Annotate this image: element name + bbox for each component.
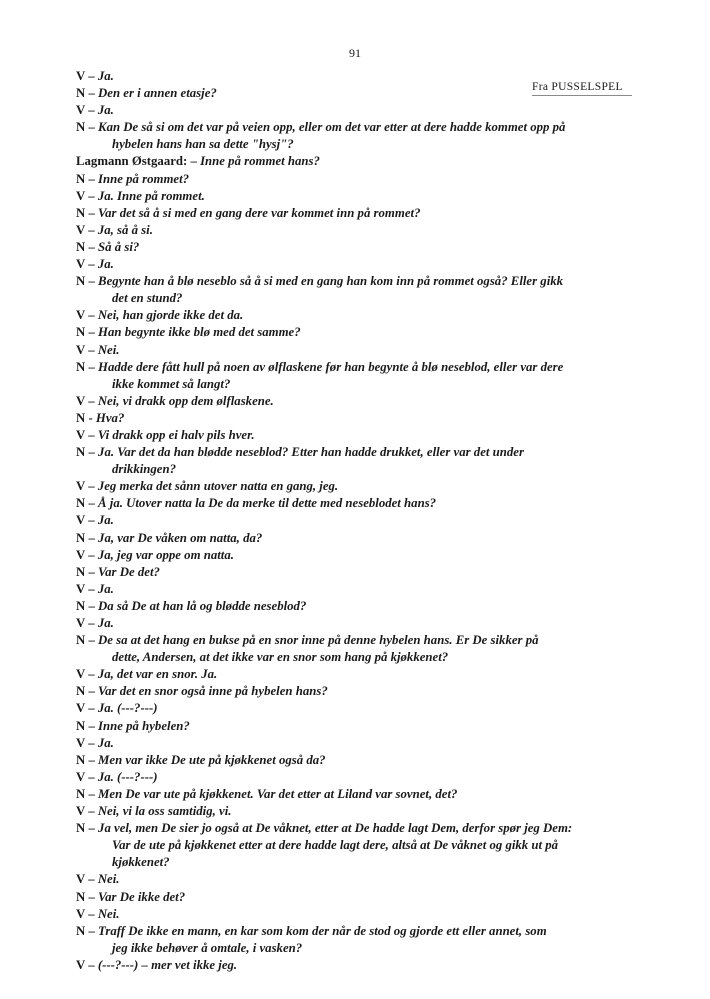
- speaker-label: N: [76, 239, 86, 254]
- transcript-line: [76, 410, 656, 427]
- speaker-separator: –: [85, 257, 98, 272]
- speaker-label: V: [76, 735, 86, 750]
- speaker-separator: –: [85, 479, 98, 494]
- speaker-label: N: [76, 821, 86, 836]
- utterance-text: Da så De at han lå og blødde neseblod?: [98, 598, 307, 613]
- utterance-text: Ja.: [97, 257, 114, 272]
- speaker-separator: –: [85, 342, 98, 357]
- speaker-label: V: [76, 906, 86, 921]
- speaker-separator: –: [85, 581, 98, 596]
- utterance-text: Hva?: [95, 410, 125, 425]
- speaker-separator: –: [85, 171, 99, 186]
- speaker-separator: –: [85, 804, 98, 819]
- speaker-label: N: [76, 718, 86, 733]
- transcript-line: [76, 153, 656, 170]
- speaker-separator: –: [85, 393, 98, 408]
- binder-hole: [0, 370, 17, 394]
- speaker-label: V: [76, 616, 86, 630]
- transcript-line: [76, 803, 656, 820]
- utterance-text: Traff De ikke en mann, en kar som kom der når de stod og gjorde ett eller annet, som: [98, 923, 547, 938]
- speaker-label: N: [76, 684, 86, 699]
- utterance-text: Jeg merka det sånn utover natta en gang, jeg.: [97, 479, 339, 494]
- transcript-line: [76, 273, 656, 307]
- transcript-line: [76, 427, 656, 444]
- transcript-line: [76, 68, 656, 85]
- speaker-separator: –: [85, 598, 99, 613]
- speaker-separator: –: [85, 274, 99, 289]
- transcript-line: [76, 478, 656, 495]
- utterance-text: Ja.: [97, 69, 114, 83]
- speaker-separator: –: [85, 821, 99, 836]
- utterance-text: Hadde dere fått hull på noen av ølflaskene før han begynte å blø neseblod, eller var dere: [98, 359, 564, 374]
- utterance-text: Nei, han gjorde ikke det da.: [97, 308, 244, 323]
- speaker-label: N: [76, 325, 86, 340]
- utterance-text: Kan De så si om det var på veien opp, eller om det var etter at dere hadde kommet opp på: [98, 120, 566, 135]
- speaker-label: V: [76, 667, 86, 682]
- utterance-text: Nei.: [97, 342, 120, 357]
- utterance-text: Ja, jeg var oppe om natta.: [97, 547, 234, 562]
- utterance-text: Vi drakk opp ei halv pils hver.: [97, 427, 255, 442]
- speaker-label: N: [76, 752, 86, 767]
- speaker-separator: –: [85, 69, 98, 83]
- speaker-separator: –: [85, 735, 98, 750]
- speaker-separator: –: [85, 86, 99, 101]
- transcript-line: [76, 324, 656, 341]
- utterance-text: Den er i annen etasje?: [98, 86, 217, 101]
- speaker-label: N: [76, 171, 86, 186]
- transcript-line: [76, 256, 656, 273]
- transcript-line: [76, 906, 656, 923]
- utterance-text: Var det så å si med en gang dere var kommet inn på rommet?: [98, 205, 421, 220]
- speaker-label: V: [76, 257, 86, 272]
- transcript-line: [76, 581, 656, 598]
- utterance-text: Ja.: [97, 513, 114, 528]
- speaker-label: V: [76, 769, 86, 784]
- speaker-separator: –: [85, 513, 98, 528]
- utterance-text: Inne på hybelen?: [98, 718, 190, 733]
- transcript-line: [76, 598, 656, 615]
- speaker-separator: –: [85, 222, 98, 237]
- speaker-separator: –: [85, 957, 98, 972]
- transcript-line: [76, 530, 656, 547]
- utterance-text: De sa at det hang en bukse på en snor inne på denne hybelen hans. Er De sikker på: [98, 633, 539, 648]
- transcript-line: [76, 239, 656, 256]
- speaker-separator: –: [85, 889, 99, 904]
- transcript-line: [76, 923, 656, 957]
- utterance-text: Han begynte ikke blø med det samme?: [98, 325, 301, 340]
- transcript-line: [76, 547, 656, 564]
- speaker-label: N: [76, 923, 86, 938]
- speaker-label: V: [76, 222, 86, 237]
- binder-hole: [0, 682, 17, 706]
- speaker-separator: –: [85, 872, 98, 887]
- utterance-text: Ja. Inne på rommet.: [97, 188, 205, 203]
- utterance-continuation: det en stund?: [112, 291, 183, 306]
- speaker-label: N: [76, 410, 86, 425]
- utterance-continuation: jeg ikke behøver å omtale, i vasken?: [112, 940, 303, 955]
- speaker-label: N: [76, 445, 86, 460]
- speaker-label: V: [76, 701, 86, 716]
- utterance-text: Inne på rommet?: [98, 171, 190, 186]
- utterance-text: Inne på rommet hans?: [200, 154, 320, 169]
- speaker-label: V: [76, 393, 86, 408]
- speaker-label: V: [76, 103, 86, 118]
- speaker-separator: –: [85, 616, 98, 630]
- speaker-separator: –: [85, 701, 98, 716]
- transcript-line: [76, 342, 656, 359]
- speaker-label: N: [76, 86, 86, 101]
- speaker-label: V: [76, 581, 86, 596]
- transcript-line: [76, 889, 656, 906]
- transcript-line: [76, 615, 656, 632]
- speaker-label: V: [76, 427, 86, 442]
- speaker-separator: –: [85, 205, 99, 220]
- speaker-separator: –: [85, 445, 99, 460]
- utterance-text: Var De ikke det?: [98, 889, 186, 904]
- speaker-label: V: [76, 308, 86, 323]
- transcript-line: [76, 564, 656, 581]
- speaker-separator: –: [187, 154, 201, 169]
- speaker-label: N: [76, 205, 86, 220]
- transcript-line: [76, 769, 656, 786]
- transcript-line: [76, 171, 656, 188]
- utterance-text: Ja. (---?---): [97, 701, 158, 716]
- speaker-label: Lagmann Østgaard:: [76, 154, 188, 169]
- speaker-label: V: [76, 188, 86, 203]
- speaker-label: N: [76, 359, 86, 374]
- transcript-line: [76, 307, 656, 324]
- transcript: [76, 68, 656, 974]
- utterance-continuation: dette, Andersen, at det ikke var en snor som hang på kjøkkenet?: [112, 650, 449, 665]
- utterance-text: Nei, vi la oss samtidig, vi.: [97, 804, 232, 819]
- speaker-separator: –: [85, 752, 99, 767]
- speaker-label: N: [76, 530, 86, 545]
- speaker-separator: –: [85, 769, 98, 784]
- utterance-text: Å ja. Utover natta la De da merke til dette med neseblodet hans?: [98, 496, 437, 511]
- utterance-text: Begynte han å blø neseblo så å si med en gang han kom inn på rommet også? Eller gikk: [98, 274, 564, 289]
- transcript-line: [76, 700, 656, 717]
- speaker-separator: –: [85, 239, 99, 254]
- speaker-label: V: [76, 342, 86, 357]
- transcript-line: [76, 205, 656, 222]
- speaker-separator: –: [85, 103, 98, 118]
- speaker-separator: –: [85, 786, 99, 801]
- utterance-text: Ja.: [97, 103, 114, 118]
- transcript-line: [76, 119, 656, 153]
- speaker-label: N: [76, 564, 86, 579]
- utterance-text: Så å si?: [98, 239, 140, 254]
- speaker-label: N: [76, 496, 86, 511]
- binder-hole: [0, 300, 17, 324]
- transcript-line: [76, 871, 656, 888]
- transcript-line: [76, 718, 656, 735]
- speaker-separator: –: [85, 359, 99, 374]
- transcript-line: [76, 393, 656, 410]
- speaker-label: V: [76, 513, 86, 528]
- speaker-separator: –: [85, 120, 99, 135]
- utterance-text: Ja, var De våken om natta, da?: [98, 530, 263, 545]
- speaker-label: V: [76, 957, 86, 972]
- speaker-separator: –: [85, 427, 98, 442]
- transcript-line: [76, 495, 656, 512]
- utterance-continuation: drikkingen?: [112, 462, 176, 477]
- source-label: Fra PUSSELSPEL: [532, 81, 623, 93]
- speaker-separator: –: [85, 308, 98, 323]
- speaker-label: N: [76, 274, 86, 289]
- speaker-separator: –: [85, 547, 98, 562]
- utterance-text: Nei.: [97, 872, 120, 887]
- utterance-text: Var De det?: [98, 564, 160, 579]
- utterance-continuation: hybelen hans han sa dette "hysj"?: [112, 137, 294, 152]
- utterance-continuation: kjøkkenet?: [112, 855, 170, 870]
- utterance-text: Men De var ute på kjøkkenet. Var det etter at Liland var sovnet, det?: [98, 786, 458, 801]
- speaker-separator: –: [85, 667, 98, 682]
- speaker-separator: –: [85, 564, 99, 579]
- speaker-label: V: [76, 804, 86, 819]
- utterance-text: Men var ikke De ute på kjøkkenet også da?: [98, 752, 326, 767]
- speaker-label: V: [76, 479, 86, 494]
- speaker-separator: –: [85, 906, 98, 921]
- transcript-line: [76, 444, 656, 478]
- transcript-line: [76, 102, 656, 119]
- speaker-separator: –: [85, 530, 99, 545]
- transcript-line: [76, 820, 656, 871]
- utterance-text: Var det en snor også inne på hybelen hans?: [98, 684, 328, 699]
- speaker-label: N: [76, 633, 86, 648]
- transcript-line: [76, 957, 656, 974]
- speaker-separator: –: [85, 718, 99, 733]
- binder-hole: [0, 612, 17, 636]
- speaker-separator: –: [85, 188, 98, 203]
- speaker-label: N: [76, 786, 86, 801]
- speaker-separator: –: [85, 684, 99, 699]
- speaker-separator: -: [85, 410, 96, 425]
- transcript-line: [76, 359, 656, 393]
- transcript-line: [76, 632, 656, 666]
- transcript-line: [76, 752, 656, 769]
- speaker-separator: –: [85, 325, 99, 340]
- speaker-label: N: [76, 120, 86, 135]
- utterance-text: (---?---) – mer vet ikke jeg.: [97, 957, 238, 972]
- utterance-continuation: Var de ute på kjøkkenet etter at dere hadde lagt dere, altså at De våknet og gikk ut på: [112, 838, 559, 853]
- transcript-line: [76, 512, 656, 529]
- speaker-label: N: [76, 598, 86, 613]
- transcript-line: [76, 683, 656, 700]
- utterance-text: Ja vel, men De sier jo også at De våknet, etter at De hadde lagt Dem, derfor spør jeg Dem:: [98, 821, 573, 836]
- page-number: 91: [349, 46, 361, 60]
- utterance-text: Nei.: [97, 906, 120, 921]
- utterance-text: Ja, det var en snor. Ja.: [97, 667, 218, 682]
- utterance-text: Nei, vi drakk opp dem ølflaskene.: [97, 393, 274, 408]
- speaker-label: V: [76, 872, 86, 887]
- transcript-line: [76, 786, 656, 803]
- utterance-text: Ja. (---?---): [97, 769, 158, 784]
- utterance-text: Ja.: [97, 581, 114, 596]
- transcript-line: [76, 85, 656, 102]
- speaker-label: V: [76, 69, 86, 83]
- speaker-separator: –: [85, 496, 99, 511]
- utterance-text: Ja, så å si.: [97, 222, 153, 237]
- transcript-line: [76, 735, 656, 752]
- transcript-line: [76, 222, 656, 239]
- speaker-separator: –: [85, 923, 99, 938]
- utterance-continuation: ikke kommet så langt?: [112, 376, 231, 391]
- utterance-text: Ja.: [97, 735, 114, 750]
- speaker-label: N: [76, 889, 86, 904]
- speaker-separator: –: [85, 633, 99, 648]
- transcript-line: [76, 666, 656, 683]
- utterance-text: Ja.: [97, 616, 114, 630]
- utterance-text: Ja. Var det da han blødde neseblod? Etter han hadde drukket, eller var det under: [98, 445, 524, 460]
- speaker-label: V: [76, 547, 86, 562]
- transcript-line: [76, 188, 656, 205]
